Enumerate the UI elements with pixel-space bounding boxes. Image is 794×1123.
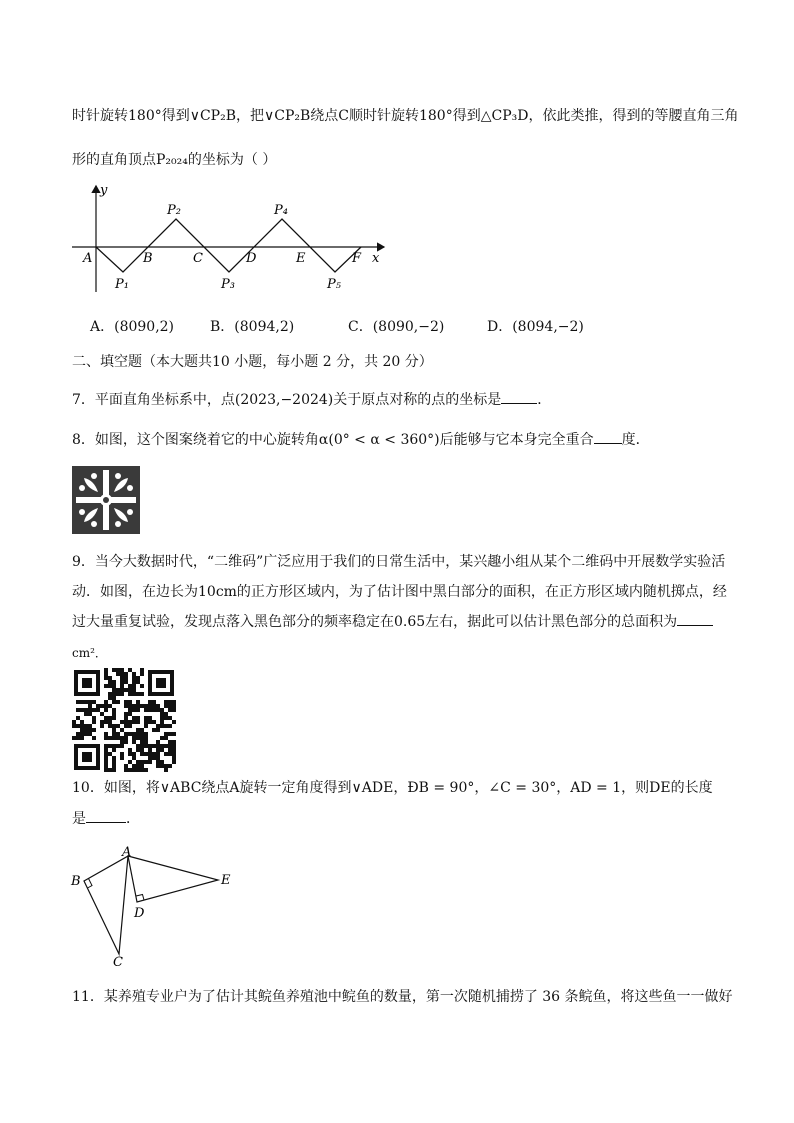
q7-answer-blank[interactable]	[501, 389, 537, 404]
zigzag-figure	[66, 180, 396, 300]
vertex-P4: P₄	[274, 203, 288, 218]
option-a[interactable]: A．(8090,2)	[90, 319, 175, 335]
point-F: F	[352, 251, 362, 266]
q10-line-2	[72, 808, 140, 829]
vertex-P2: P₂	[167, 203, 181, 218]
tri-label-C: C	[113, 955, 123, 970]
option-c[interactable]: C．(8090,−2)	[348, 319, 445, 335]
vertex-P1: P₁	[115, 277, 129, 292]
q9-answer-blank[interactable]	[677, 611, 713, 626]
question-7-text: 7．平面直角坐标系中，点(2023,−2024)关于原点对称的点的坐标是	[72, 392, 502, 408]
q6-line-1: 时针旋转180°得到∨CP₂B，把∨CP₂B绕点C顺时针旋转180°得到△CP₃D，依此类推，得到的等腰直角三角	[72, 108, 739, 124]
point-C: C	[193, 251, 203, 266]
q9-line-1: 9．当今大数据时代，“二维码”广泛应用于我们的日常生活中，某兴趣小组从某个二维码中开展数学实验活	[72, 554, 726, 570]
question-7-end: ．	[537, 392, 552, 408]
vertex-P3: P₃	[221, 277, 235, 292]
zigzag-line	[96, 219, 361, 272]
q9-line-3-text: 过大量重复试验，发现点落入黑色部分的频率稳定在0.65左右，据此可以估计黑色部分的总面积为	[72, 614, 678, 630]
q8-answer-blank[interactable]	[594, 429, 622, 444]
triangle-figure	[66, 842, 246, 970]
point-E: E	[296, 251, 306, 266]
q10-line-2-text: 是	[72, 811, 86, 827]
option-d[interactable]: D．(8094,−2)	[487, 319, 584, 335]
question-8-text: 8．如图，这个图案绕着它的中心旋转角α(0° < α < 360°)后能够与它本身完全重合	[72, 432, 594, 448]
q9-line-2: 动．如图，在边长为10cm的正方形区域内，为了估计图中黑白部分的面积，在正方形区域内随机掷点，经	[72, 584, 727, 600]
tri-label-D: D	[134, 906, 145, 921]
q10-answer-blank[interactable]	[86, 808, 126, 823]
point-D: D	[246, 251, 257, 266]
option-b[interactable]: B．(8094,2)	[210, 319, 295, 335]
rotation-pattern-image	[72, 466, 140, 534]
point-B: B	[143, 251, 153, 266]
qr-code-image	[72, 668, 176, 772]
vertex-P5: P₅	[327, 277, 341, 292]
tri-label-E: E	[221, 873, 231, 888]
y-axis-label: y	[100, 183, 108, 198]
q9-line-4: cm²．	[72, 646, 107, 660]
question-8-end: 度．	[621, 432, 650, 448]
tri-label-A: A	[122, 845, 132, 860]
point-A: A	[83, 251, 93, 266]
x-axis-label: x	[372, 251, 380, 266]
q10-line-1: 10．如图，将∨ABC绕点A旋转一定角度得到∨ADE，ÐB = 90°，∠C = 30°，AD = 1，则DE的长度	[72, 780, 713, 796]
question-8	[72, 429, 650, 450]
q9-line-3	[72, 611, 713, 632]
question-7	[72, 389, 551, 410]
q10-end: ．	[126, 811, 140, 827]
tri-label-B: B	[71, 874, 81, 889]
q6-line-2: 形的直角顶点P₂₀₂₄的坐标为（ ）	[72, 152, 277, 168]
q11-line-1: 11．某养殖专业户为了估计其鲩鱼养殖池中鲩鱼的数量，第一次随机捕捞了 36 条鲩鱼，将这些鱼一一做好	[72, 989, 733, 1005]
section-title: 二、填空题（本大题共10 小题，每小题 2 分，共 20 分）	[72, 354, 433, 370]
